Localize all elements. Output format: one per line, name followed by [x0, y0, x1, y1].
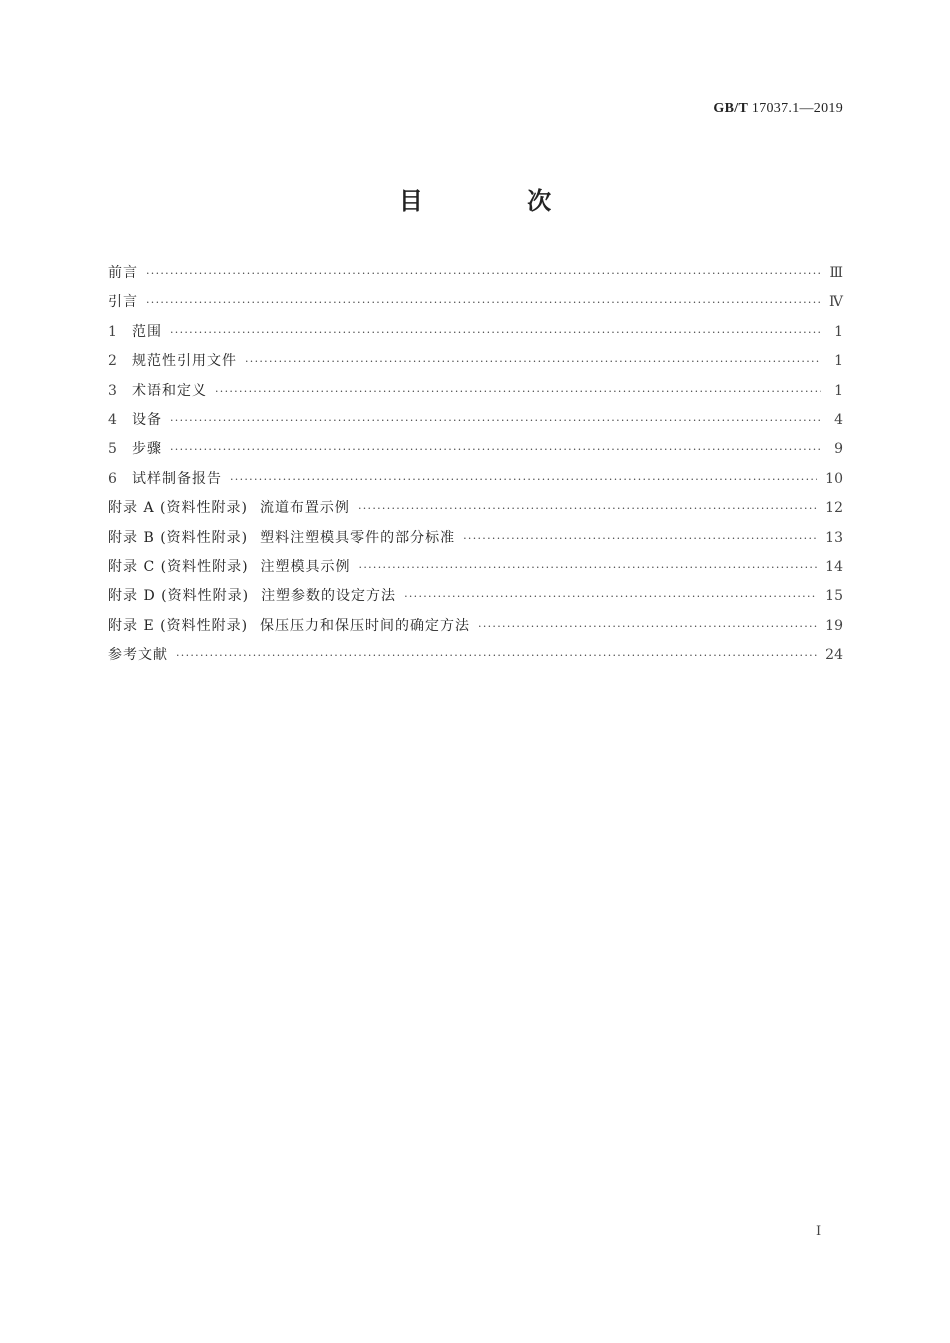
- toc-entry-number: 3: [108, 382, 117, 399]
- toc-entry-page: 13: [825, 529, 843, 546]
- toc-entry[interactable]: [108, 641, 843, 670]
- toc-dot-leader: [359, 553, 818, 582]
- toc-entry-page: 1: [834, 382, 843, 399]
- toc-entry-label: 附录 E (资料性附录): [108, 617, 249, 634]
- toc-entry-page: 10: [825, 470, 843, 487]
- toc-dot-leader: [146, 288, 821, 317]
- toc-dot-leader: [230, 465, 817, 494]
- toc-entry-subtitle: 注塑参数的设定方法: [261, 588, 397, 605]
- toc-entry[interactable]: [108, 347, 843, 376]
- toc-entry[interactable]: [108, 553, 843, 582]
- toc-entry[interactable]: [108, 318, 843, 347]
- toc-entry[interactable]: [108, 435, 843, 464]
- toc-entry[interactable]: [108, 406, 843, 435]
- toc-entry-number: 2: [108, 353, 117, 370]
- toc-entry-page: 4: [834, 411, 843, 428]
- toc-entry-page: 24: [825, 647, 843, 664]
- toc-entry-page: 9: [834, 441, 843, 458]
- toc-entry[interactable]: [108, 259, 843, 288]
- toc-entry-label: 设备: [132, 411, 162, 428]
- page-number: Ⅰ: [816, 1224, 822, 1239]
- toc-entry-label: 规范性引用文件: [132, 353, 237, 370]
- toc-entry-label: 范围: [132, 323, 162, 340]
- toc-entry-label: 附录 C (资料性附录): [108, 558, 249, 575]
- toc-entry[interactable]: [108, 582, 843, 611]
- toc-dot-leader: [463, 524, 817, 553]
- toc-entry[interactable]: [108, 377, 843, 406]
- toc-entry[interactable]: [108, 612, 843, 641]
- toc-dot-leader: [215, 377, 821, 406]
- toc-entry[interactable]: [108, 465, 843, 494]
- table-of-contents: [108, 259, 843, 670]
- toc-entry[interactable]: [108, 524, 843, 553]
- toc-entry-number: 6: [108, 470, 117, 487]
- toc-entry-page: 1: [834, 323, 843, 340]
- toc-entry-subtitle: 保压压力和保压时间的确定方法: [260, 617, 471, 634]
- toc-entry-subtitle: 注塑模具示例: [260, 558, 351, 575]
- toc-entry-label: 参考文献: [108, 647, 168, 664]
- toc-dot-leader: [176, 641, 817, 670]
- toc-entry-label: 术语和定义: [132, 382, 207, 399]
- toc-entry-number: 4: [108, 411, 117, 428]
- toc-entry-label: 附录 B (资料性附录): [108, 529, 249, 546]
- toc-entry-label: 步骤: [132, 441, 162, 458]
- standard-code: [713, 101, 843, 117]
- toc-entry-page: 15: [825, 588, 843, 605]
- toc-entry-label: 引言: [108, 294, 138, 311]
- toc-entry-subtitle: 塑料注塑模具零件的部分标准: [260, 529, 456, 546]
- toc-dot-leader: [404, 582, 817, 611]
- toc-dot-leader: [478, 612, 817, 641]
- toc-entry-label: 试样制备报告: [132, 470, 222, 487]
- toc-entry-label: 附录 A (资料性附录): [108, 500, 248, 517]
- page-title: 目 次: [398, 186, 600, 215]
- standard-code-number: 17037.1—2019: [751, 101, 843, 116]
- toc-entry-subtitle: 流道布置示例: [259, 500, 350, 517]
- toc-entry[interactable]: [108, 494, 843, 523]
- toc-entry-page: 14: [825, 558, 843, 575]
- toc-dot-leader: [146, 259, 821, 288]
- toc-dot-leader: [358, 494, 817, 523]
- toc-entry-number: 5: [108, 441, 117, 458]
- toc-dot-leader: [245, 347, 821, 376]
- toc-entry-page: 1: [834, 353, 843, 370]
- toc-entry[interactable]: [108, 288, 843, 317]
- toc-entry-number: 1: [108, 323, 117, 340]
- standard-code-prefix: GB/T: [713, 101, 749, 116]
- toc-entry-label: 附录 D (资料性附录): [108, 588, 250, 605]
- toc-entry-page: Ⅲ: [829, 265, 843, 281]
- toc-dot-leader: [170, 435, 821, 464]
- toc-entry-label: 前言: [108, 265, 138, 281]
- toc-dot-leader: [170, 318, 821, 347]
- toc-entry-page: Ⅳ: [829, 294, 843, 311]
- toc-entry-page: 12: [825, 500, 843, 517]
- toc-dot-leader: [170, 406, 821, 435]
- toc-entry-page: 19: [825, 617, 843, 634]
